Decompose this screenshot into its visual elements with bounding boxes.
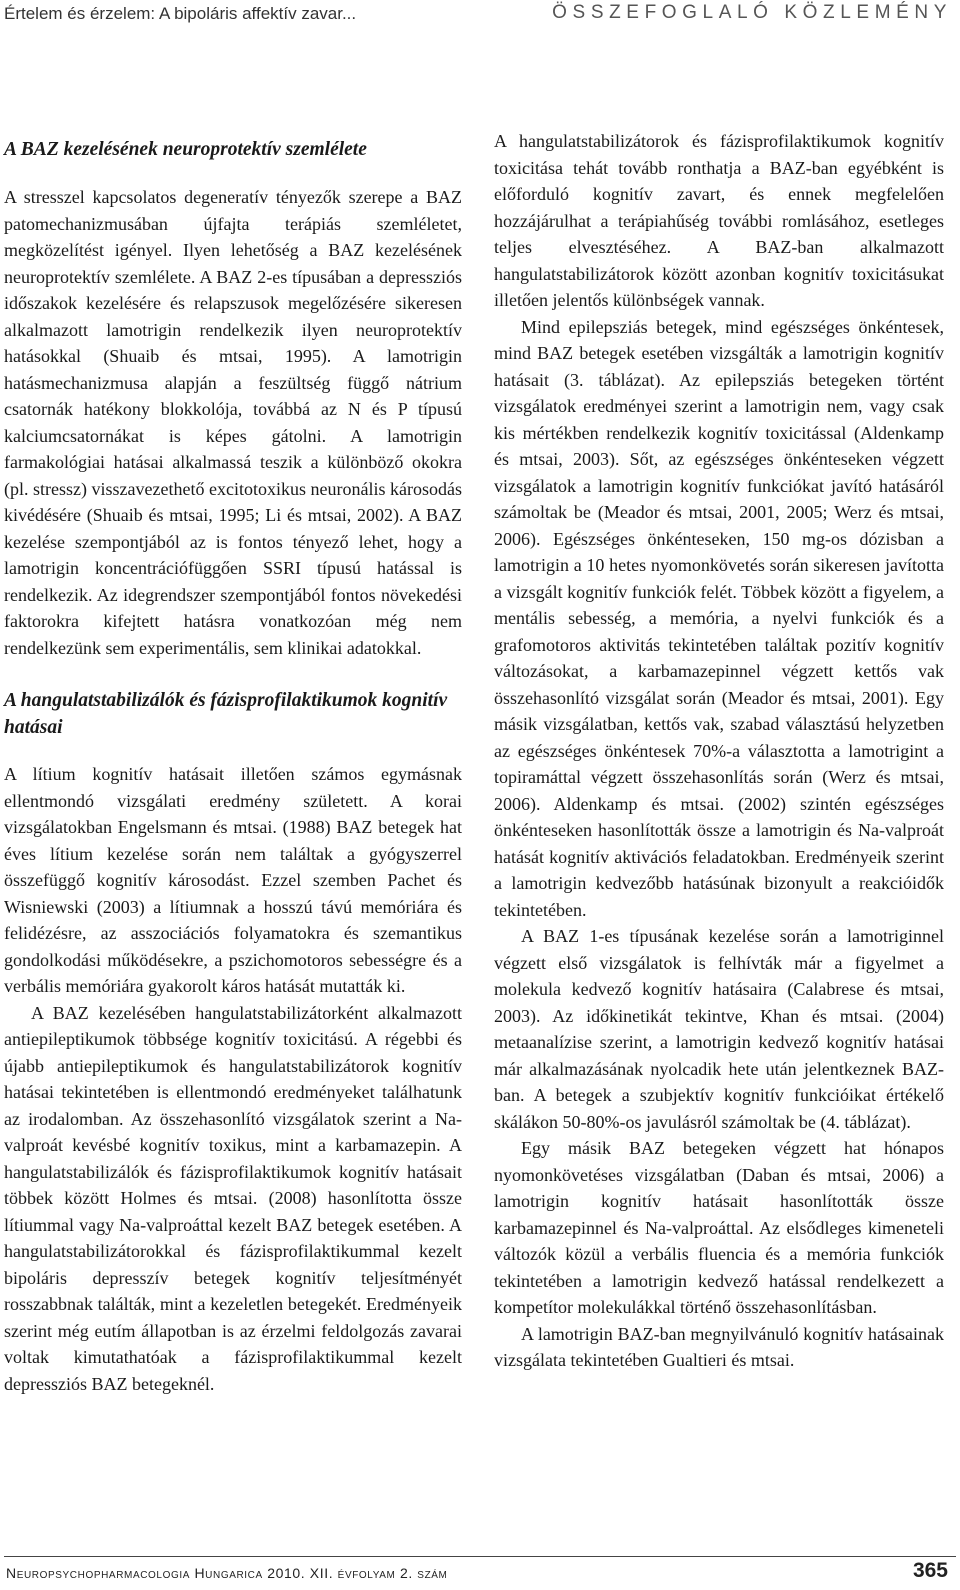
page-number: 365 [912, 1559, 948, 1582]
paragraph: A lítium kognitív hatásait illetően számos egymásnak ellentmondó vizsgálati eredmény született. A korai vizsgálatokban Engelsmann és mtsai. (1988) BAZ betegek hat éves lítium kezelése során nem találtak a gyógyszerrel összefüggő kognitív károsodást. Ezzel szemben Pachet és Wisniewski (2003) a lítiumnak a hosszú távú memóriára és felidézésre, az asszociációs folyamatokra és szemantikus gondolkodási működésekre, a pszichomotoros sebességre és a verbális memóriára gyakorolt káros hatását mutatták ki. [4, 764, 462, 996]
footer-divider [4, 1556, 956, 1557]
left-column [4, 128, 462, 1397]
paragraph: A BAZ 1-es típusának kezelése során a lamotriginnel végzett első vizsgálatok is felhívták már a figyelmet a molekula kedvező kognitív hatásaira (Calabrese és mtsai, 2003). Az időkinetikát tekintve, Khan és mtsai. (2004) metaanalízise szerint, a lamotrigin kedvező kognitív hatásai már alkalmazásának nyolcadik hete után jelentkeznek BAZ-ban. A betegek a szubjektív kognitív funkcióikat értékelő skálákon 50-80%-os javulásról számoltak be (4. táblázat). [494, 926, 944, 1132]
section-label: ÖSSZEFOGLALÓ KÖZLEMÉNY [552, 2, 952, 23]
paragraph: A BAZ kezelésében hangulatstabilizátorként alkalmazott antiepileptikumok többsége kognitív toxicitású. A régebbi és újabb antiepileptikumok és hangulatstabilizátorok kognitív hatásai tekintetében is ellentmondó eredményeket találhatunk az irodalomban. Az összehasonlító vizsgálatok szerint a Na-valproát kevésbé kognitív toxikus, mint a karbamazepin. A hangulatstabilizálók és fázisprofilaktikumok kognitív hatásait többek között Holmes és mtsai. (2008) hasonlította össze lítiummal vagy Na-valproáttal kezelt BAZ betegek esetében. A hangulatstabilizátorokkal és fázisprofilaktikummal kezelt bipoláris depresszív betegek kognitív teljesítményét rosszabbnak találták, mint a kezeletlen betegekét. Eredményeik szerint még eutím állapotban is az érzelmi feldolgozás zavarai voltak kimutathatóak a fázisprofilaktikummal kezelt depressziós BAZ betegeknél. [4, 1002, 462, 1394]
section-heading-neuroprotective: A BAZ kezelésének neuroprotektív szemlélete [4, 139, 367, 160]
running-title: Értelem és érzelem: A bipoláris affektív zavar... [4, 4, 357, 23]
journal-citation: Neuropsychopharmacologia Hungarica 2010. XII. évfolyam 2. szám [6, 1565, 448, 1581]
paragraph: A hangulatstabilizátorok és fázisprofilaktikumok kognitív toxicitása tehát tovább ronthatja a BAZ-ban egyébként is előforduló kognitív zavart, és ennek megfelelően hozzájárulhat a terápiahűség további romlásához, esetleges teljes elvesztéséhez. A BAZ-ban alkalmazott hangulatstabilizátorok között azonban kognitív toxicitásukat illetően jelentős különbségek vannak. [494, 131, 944, 310]
paragraph: A lamotrigin BAZ-ban megnyilvánuló kognitív hatásainak vizsgálata tekintetében Gualtieri és mtsai. [494, 1323, 944, 1370]
paragraph: Egy másik BAZ betegeken végzett hat hónapos nyomonkövetéses vizsgálatban (Daban és mtsai, 2006) a lamotrigin kognitív hatásait hasonlították össze karbamazepinnel és Na-valproáttal. Az elsődleges kimeneteli változók közül a verbális fluencia és a memória funkciók tekintetében a lamotrigin kedvező hatással rendelkezett a kompetítor molekulákkal történő összehasonlításban. [494, 1138, 944, 1317]
paragraph: A stresszel kapcsolatos degeneratív tényezők szerepe a BAZ patomechanizmusában újfajta terápiás szemléletet, megközelítést igényel. Ilyen lehetőség a BAZ kezelésének neuroprotektív szemlélete. A BAZ 2-es típusában a depressziós időszakok kezelésére és relapszusok megelőzésére sikeresen alkalmazott lamotrigin rendelkezik ilyen neuroprotektív hatásokkal (Shuaib és mtsai, 1995). A lamotrigin hatásmechanizmusa alapján a feszültség függő nátrium csatornák hatékony blokkolója, továbbá az N és P típusú kalciumcsatornákat is képes gátolni. A lamotrigin farmakológiai hatásai alkalmassá teszik a különböző okokra (pl. stressz) visszavezethető excitotoxikus neuronális károsodás kivédésére (Shuaib és mtsai, 1995; Li és mtsai, 2002). A BAZ kezelése szempontjából az is fontos tényező lehet, hogy a lamotrigin koncentrációfüggően SSRI típusú hatással is rendelkezik. Az idegrendszer szempontjából fontos növekedési faktorokra kifejtett hatásra vonatkozóan még nem rendelkezünk sem experimentális, sem klinikai adatokkal. [4, 187, 462, 658]
paragraph: Mind epilepsziás betegek, mind egészséges önkéntesek, mind BAZ betegek esetében vizsgálták a lamotrigin kognitív hatásait (3. táblázat). Az epilepsziás betegeken történt vizsgálatok eredményei szerint a lamotrigin nem, vagy csak kis mértékben rendelkezik kognitív toxicitással (Aldenkamp és mtsai, 2003). Sőt, az egészséges önkénteseken végzett vizsgálatok a lamotrigin kognitív funkciókat javító hatásáról számoltak be (Meador és mtsai, 2001, 2005; Werz és mtsai, 2006). Egészséges önkénteseken, 150 mg-os dózisban a lamotrigin a 10 hetes nyomonkövetés során sikeresen javította a vizsgált kognitív funkciók felét. Többek között a figyelem, a mentális sebesség, a memória, a nyelvi funkciók és a grafomotoros aktivitás tekintetében találtak pozitív kognitív változásokat, a karbamazepinnel végzett kettős vak összehasonlító vizsgálat során (Meador és mtsai, 2001). Egy másik vizsgálatban, kettős vak, szabad választású helyzetben az egészséges önkéntesek 70%-a választotta a lamotrigint a topiramáttal végzett összehasonlítás során (Werz és mtsai, 2006). Aldenkamp és mtsai. (2002) szintén egészséges önkénteseken hasonlították össze a lamotrigin és Na-valproát hatását kognitív aktivációs feladatokban. Eredményeik szerint a lamotrigin kedvezőbb hatásúnak bizonyult a reakcióidők tekintetében. [494, 316, 944, 920]
right-column [494, 128, 944, 1374]
section-heading-cognitive-effects: A hangulatstabilizálók és fázisprofilaktikumok kognitív hatásai [4, 690, 448, 738]
